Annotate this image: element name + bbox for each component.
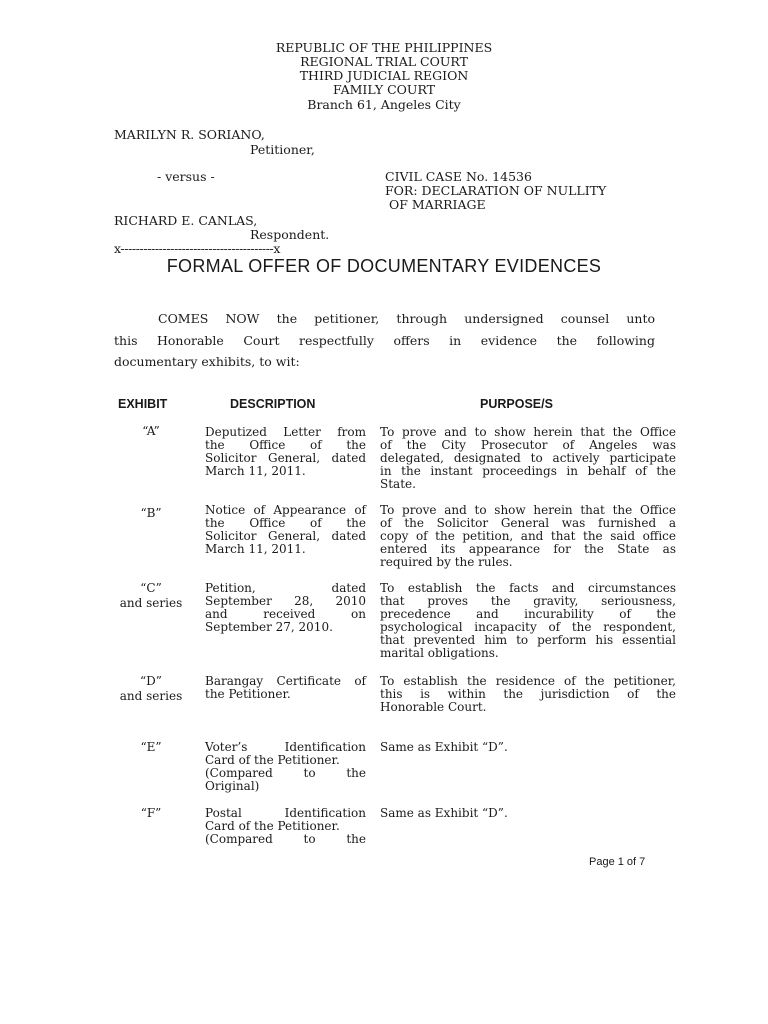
respondent-name: RICHARD E. CANLAS, bbox=[114, 213, 258, 228]
exhibit-purpose bbox=[380, 807, 676, 820]
exhibit-label bbox=[110, 581, 192, 611]
purpose-line: To establish the residence of the petitioner, bbox=[380, 674, 676, 688]
description-line: Solicitor General, dated bbox=[205, 451, 366, 465]
exhibit-series-label: and series bbox=[119, 596, 183, 610]
purpose-line: delegated, designated to actively participate bbox=[380, 451, 676, 465]
purpose-line: To establish the facts and circumstances bbox=[380, 581, 676, 595]
case-nature-line-1: FOR: DECLARATION OF NULLITY bbox=[385, 183, 607, 198]
court-header-line-1: REPUBLIC OF THE PHILIPPINES bbox=[275, 40, 493, 55]
versus-label: - versus - bbox=[157, 169, 215, 184]
exhibit-purpose bbox=[380, 426, 676, 491]
column-header-exhibit: EXHIBIT bbox=[118, 397, 168, 411]
document-title: FORMAL OFFER OF DOCUMENTARY EVIDENCES bbox=[166, 256, 602, 276]
court-header-line-4: FAMILY COURT bbox=[333, 82, 435, 97]
description-line: (Compared to the bbox=[205, 832, 366, 846]
petitioner-name: MARILYN R. SORIANO, bbox=[114, 127, 265, 142]
purpose-line: State. bbox=[380, 477, 416, 491]
description-line: March 11, 2011. bbox=[205, 464, 306, 478]
exhibit-label bbox=[110, 806, 192, 821]
description-line: the Office of the bbox=[205, 438, 366, 452]
description-line: the Petitioner. bbox=[205, 687, 291, 701]
purpose-line: psychological incapacity of the respondent, bbox=[380, 620, 676, 634]
court-header-line-5: Branch 61, Angeles City bbox=[307, 97, 461, 112]
description-line: September 28, 2010 bbox=[205, 594, 366, 608]
caption-separator: x----------------------------------------x bbox=[114, 241, 281, 256]
description-line: Deputized Letter from bbox=[205, 425, 366, 439]
description-line: Petition, dated bbox=[205, 581, 366, 595]
case-nature-line-2: OF MARRIAGE bbox=[389, 197, 486, 212]
exhibit-letter: “F” bbox=[140, 806, 162, 820]
exhibit-purpose bbox=[380, 582, 676, 660]
exhibit-purpose bbox=[380, 675, 676, 714]
purpose-line: Same as Exhibit “D”. bbox=[380, 806, 508, 820]
purpose-line: of the City Prosecutor of Angeles was bbox=[380, 438, 676, 452]
purpose-line: Honorable Court. bbox=[380, 700, 487, 714]
purpose-line: of the Solicitor General was furnished a bbox=[380, 516, 676, 530]
respondent-role: Respondent. bbox=[250, 227, 330, 242]
description-line: Card of the Petitioner. bbox=[205, 819, 340, 833]
court-header-line-3: THIRD JUDICIAL REGION bbox=[299, 68, 469, 83]
purpose-line: precedence and incurability of the bbox=[380, 607, 676, 621]
purpose-line: marital obligations. bbox=[380, 646, 499, 660]
exhibit-label bbox=[110, 506, 192, 521]
exhibit-letter: “D” bbox=[140, 674, 162, 688]
exhibit-description bbox=[205, 582, 366, 634]
purpose-line: copy of the petition, and that the said office bbox=[380, 529, 676, 543]
description-line: Card of the Petitioner. bbox=[205, 753, 340, 767]
exhibit-letter: “B” bbox=[140, 506, 162, 520]
description-line: Barangay Certificate of bbox=[205, 674, 366, 688]
exhibit-purpose bbox=[380, 741, 676, 754]
exhibit-description bbox=[205, 426, 366, 478]
purpose-line: in the instant proceedings in behalf of the bbox=[380, 464, 676, 478]
exhibit-letter: “E” bbox=[140, 740, 162, 754]
intro-line-3: documentary exhibits, to wit: bbox=[114, 354, 300, 369]
page-number: Page 1 of 7 bbox=[589, 856, 646, 868]
description-line: March 11, 2011. bbox=[205, 542, 306, 556]
exhibit-description bbox=[205, 675, 366, 701]
description-line: (Compared to the bbox=[205, 766, 366, 780]
column-header-purpose: PURPOSE/S bbox=[480, 397, 553, 411]
description-line: Notice of Appearance of bbox=[205, 503, 366, 517]
description-line: Solicitor General, dated bbox=[205, 529, 366, 543]
exhibit-description bbox=[205, 504, 366, 556]
purpose-line: required by the rules. bbox=[380, 555, 513, 569]
court-header-line-2: REGIONAL TRIAL COURT bbox=[300, 54, 468, 69]
exhibit-purpose bbox=[380, 504, 676, 569]
purpose-line: that proves the gravity, seriousness, bbox=[380, 594, 676, 608]
description-line: Voter’s Identification bbox=[205, 740, 366, 754]
purpose-line: this is within the jurisdiction of the bbox=[380, 687, 676, 701]
purpose-line: To prove and to show herein that the Office bbox=[380, 503, 676, 517]
exhibit-letter: “C” bbox=[140, 581, 162, 595]
purpose-line: Same as Exhibit “D”. bbox=[380, 740, 508, 754]
purpose-line: that prevented him to perform his essential bbox=[380, 633, 676, 647]
exhibit-series-label: and series bbox=[119, 689, 183, 703]
exhibit-description bbox=[205, 807, 366, 846]
exhibit-label bbox=[110, 424, 192, 439]
description-line: Postal Identification bbox=[205, 806, 366, 820]
intro-line-2: this Honorable Court respectfully offers in evidence the following bbox=[114, 333, 655, 348]
description-line: and received on bbox=[205, 607, 366, 621]
exhibit-label bbox=[110, 740, 192, 755]
exhibit-description bbox=[205, 741, 366, 793]
description-line: September 27, 2010. bbox=[205, 620, 333, 634]
purpose-line: entered its appearance for the State as bbox=[380, 542, 676, 556]
purpose-line: To prove and to show herein that the Office bbox=[380, 425, 676, 439]
description-line: the Office of the bbox=[205, 516, 366, 530]
exhibit-label bbox=[110, 674, 192, 704]
exhibit-letter: “A” bbox=[142, 424, 160, 438]
case-number: CIVIL CASE No. 14536 bbox=[385, 169, 532, 184]
petitioner-role: Petitioner, bbox=[250, 142, 315, 157]
intro-line-1: COMES NOW the petitioner, through undersigned counsel unto bbox=[158, 311, 655, 326]
description-line: Original) bbox=[205, 779, 260, 793]
column-header-description: DESCRIPTION bbox=[230, 397, 316, 411]
